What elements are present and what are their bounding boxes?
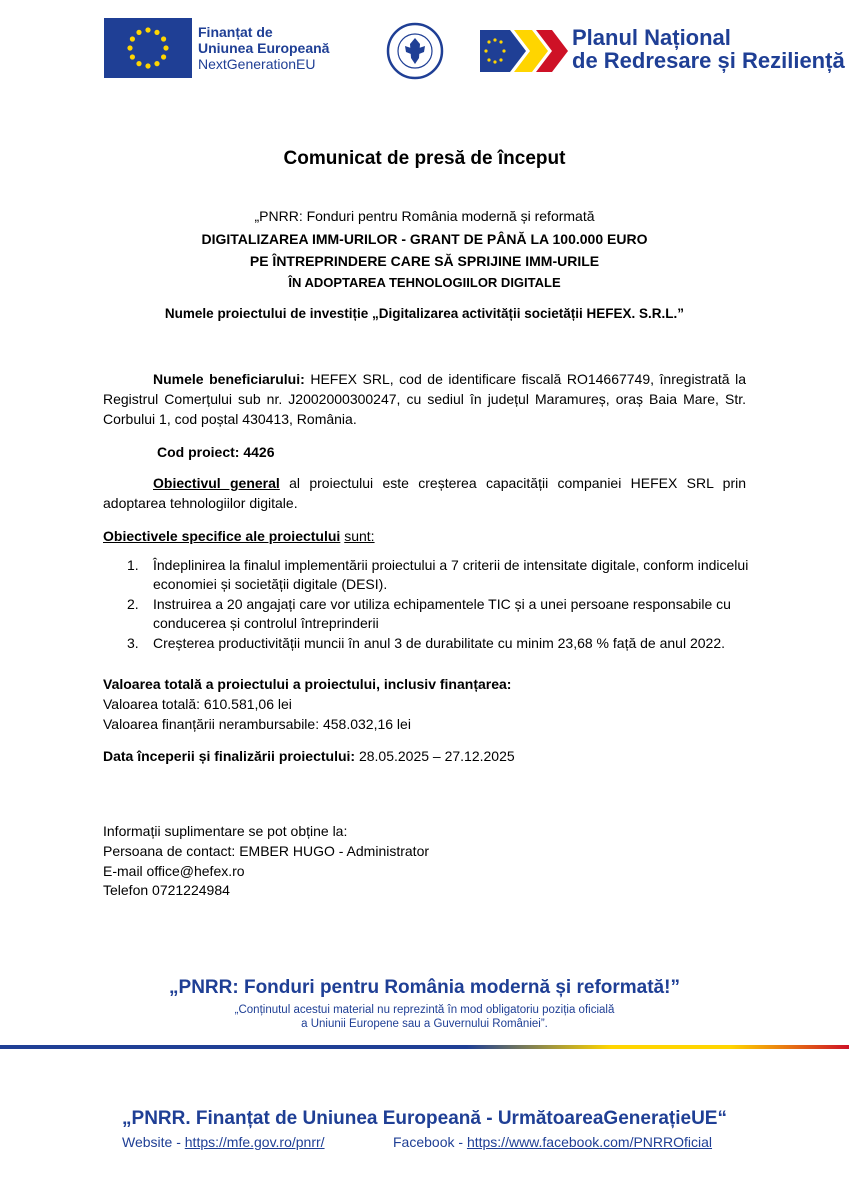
website-link[interactable]: https://mfe.gov.ro/pnrr/ <box>184 1134 325 1150</box>
dates-value: 28.05.2025 – 27.12.2025 <box>358 748 515 764</box>
project-name: Numele proiectului de investiție „Digitalizarea activității societății HEFEX. S.R.L.” <box>164 306 685 321</box>
eu-line-1: Finanțat de <box>198 24 273 40</box>
disclaimer-line-2: a Uniunii Europene sau a Guvernului României”. <box>301 1018 548 1030</box>
dates-label: Data începerii și finalizării proiectului: <box>103 748 356 764</box>
footer-website <box>122 1134 325 1150</box>
specific-objectives-suffix: sunt: <box>344 528 375 544</box>
specific-objectives-list <box>103 556 753 654</box>
contact-line-1: Informații suplimentare se pot obține la: <box>103 823 348 839</box>
project-dates <box>103 746 515 766</box>
list-item <box>103 556 753 594</box>
intro-line-3: PE ÎNTREPRINDERE CARE SĂ SPRIJINE IMM-URILE <box>249 253 600 269</box>
eu-flag-logo <box>104 18 192 78</box>
list-item-text: Creșterea productivității muncii în anul 3 de durabilitate cu minim 23,68 % față de anul 2022. <box>153 635 725 651</box>
specific-objectives-heading <box>103 526 375 546</box>
beneficiary-text: HEFEX SRL, cod de identificare fiscală RO14667749, înregistrată la Registrul Comerțului sub nr. J2002000300247, cu sediul în județul Maramureș, oraș Baia Mare, Str. Corbului 1, cod poștal 430413, România. <box>103 371 746 427</box>
intro-line-4: ÎN ADOPTAREA TEHNOLOGIILOR DIGITALE <box>288 275 561 290</box>
eu-stars-icon <box>104 18 192 78</box>
value-grant: Valoarea finanțării nerambursabile: 458.032,16 lei <box>103 716 411 732</box>
value-heading: Valoarea totală a proiectului a proiectului, inclusiv finanțarea: <box>103 676 512 692</box>
footer-facebook <box>393 1134 712 1150</box>
list-item-text: Instruirea a 20 angajați care vor utiliza echipamentele TIC și a unei persoane responsabile cu conducerea și controlul întreprinderii <box>153 596 731 631</box>
divider-stripe <box>0 1045 849 1049</box>
beneficiary-paragraph <box>103 369 746 429</box>
pnrr-line-2: de Redresare și Reziliență <box>572 48 845 73</box>
facebook-link[interactable]: https://www.facebook.com/PNRROficial <box>466 1134 713 1150</box>
intro-line-1: „PNRR: Fonduri pentru România modernă și reformată <box>254 208 595 224</box>
beneficiary-label: Numele beneficiarului: <box>153 371 305 387</box>
list-item <box>103 634 753 653</box>
project-code: Cod proiect: 4426 <box>157 444 275 460</box>
list-item-text: Îndeplinirea la finalul implementării proiectului a 7 criterii de intensitate digitale, conform indicelui economiei și societății digitale (DESI). <box>153 557 749 592</box>
page-title: Comunicat de presă de început <box>283 148 566 169</box>
general-objective-text: al proiectului este creșterea capacității companiei HEFEX SRL prin adoptarea tehnologiilor digitale. <box>103 475 747 511</box>
disclaimer-line-1: „Conținutul acestui material nu reprezintă în mod obligatoriu poziția oficială <box>234 1004 615 1016</box>
seal-icon <box>386 22 444 80</box>
contact-phone: Telefon 0721224984 <box>103 882 230 898</box>
pnrr-line-1: Planul Național <box>572 25 731 50</box>
eu-line-2: Uniunea Europeană <box>198 40 330 56</box>
specific-objectives-label: Obiectivele specifice ale proiectului <box>103 528 341 544</box>
list-item-number: 1. <box>127 557 139 573</box>
eu-funding-label <box>198 24 329 72</box>
footer-funding-line: „PNRR. Finanțat de Uniunea Europeană - UrmătoareaGenerațieUE“ <box>122 1108 727 1129</box>
pnrr-arrows-icon <box>480 26 568 76</box>
contact-email: E-mail office@hefex.ro <box>103 863 245 879</box>
general-objective-paragraph <box>103 473 746 513</box>
pnrr-label <box>572 26 845 72</box>
list-item-number: 3. <box>127 635 139 651</box>
value-total: Valoarea totală: 610.581,06 lei <box>103 696 292 712</box>
government-seal-logo <box>386 22 444 80</box>
footer-slogan: „PNRR: Fonduri pentru România modernă și reformată!” <box>169 977 680 998</box>
tricolor-divider <box>0 1036 849 1040</box>
footer-disclaimer <box>0 1003 849 1031</box>
facebook-label: Facebook - <box>393 1134 464 1150</box>
general-objective-label: Obiectivul general <box>153 475 280 491</box>
list-item-number: 2. <box>127 596 139 612</box>
pnrr-flag-logo <box>480 26 568 76</box>
intro-line-2: DIGITALIZAREA IMM-URILOR - GRANT DE PÂNĂ LA 100.000 EURO <box>201 231 648 247</box>
list-item <box>103 595 753 633</box>
eu-line-3: NextGenerationEU <box>198 56 316 72</box>
website-label: Website - <box>122 1134 181 1150</box>
contact-person: Persoana de contact: EMBER HUGO - Administrator <box>103 843 430 859</box>
